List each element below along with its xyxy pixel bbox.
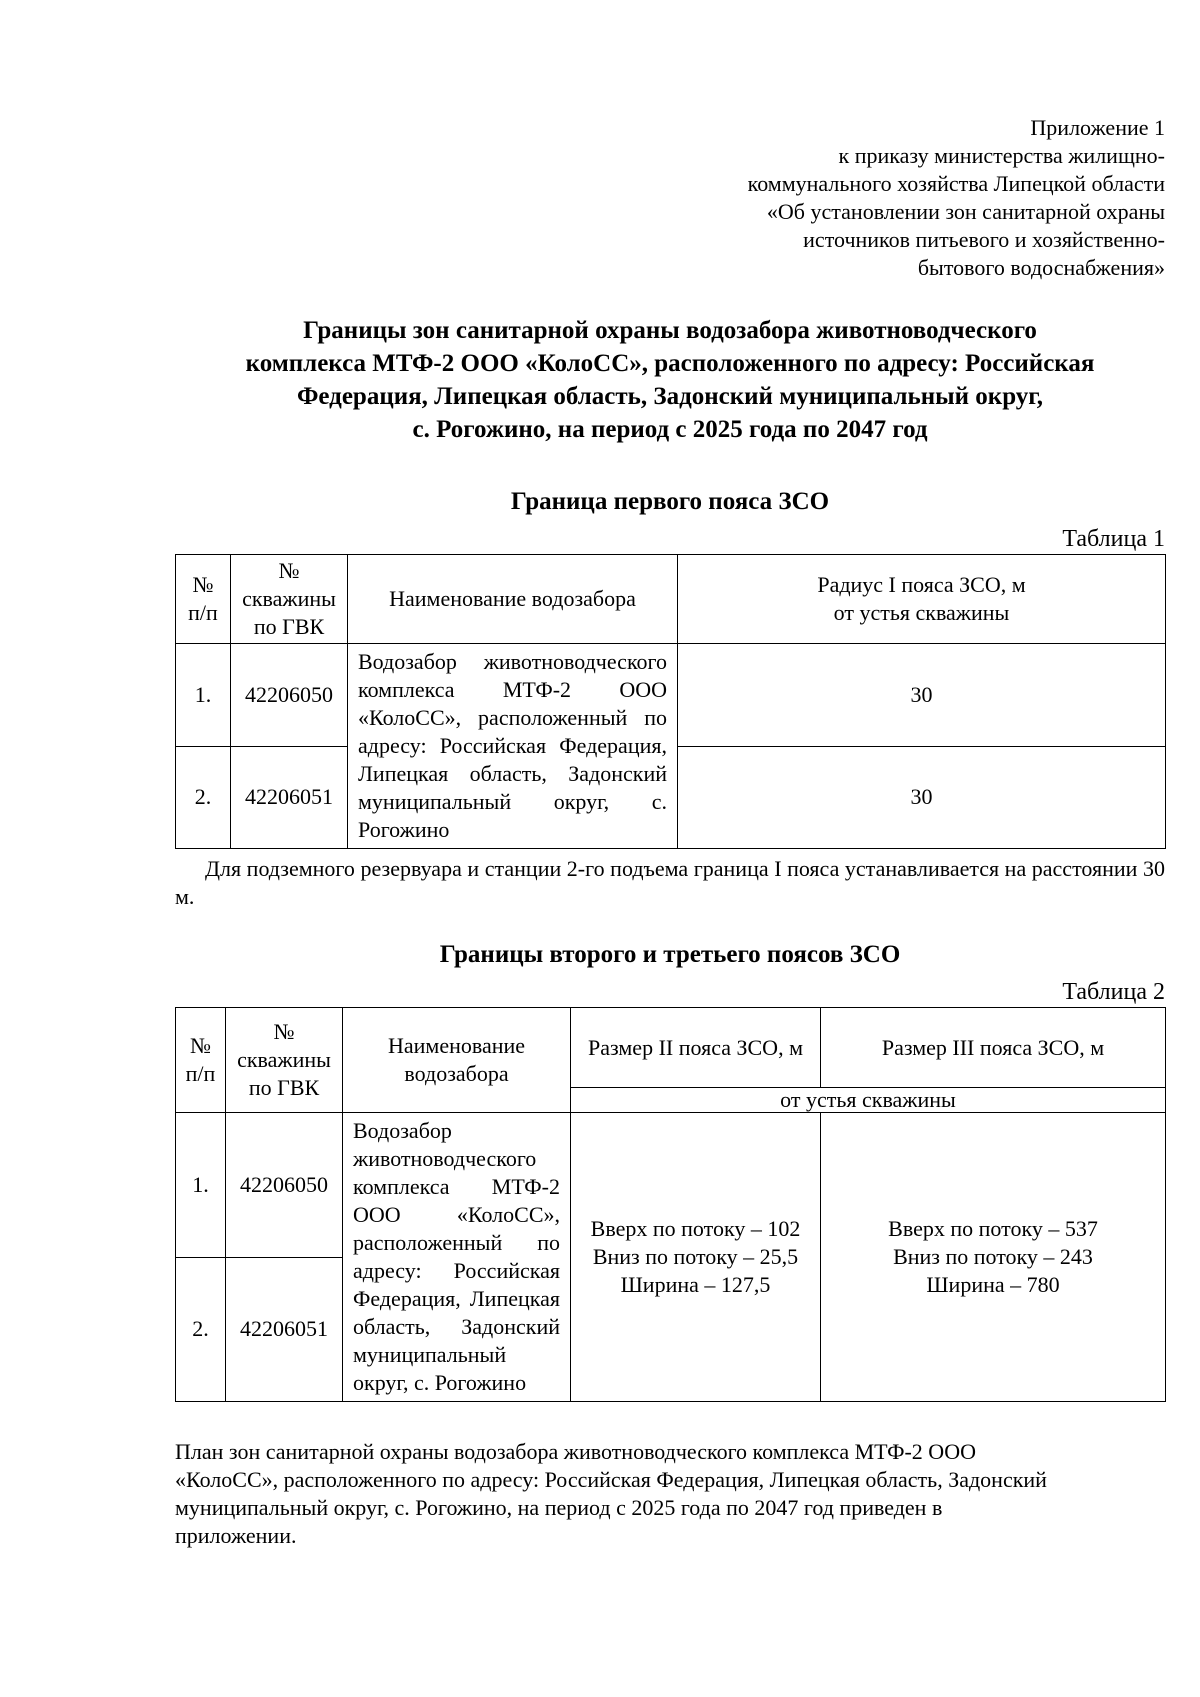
intake-name: Водозабор животноводческого комплекса МТФ-2 ООО «КолоСС», расположенный по адресу: Российская Федерация, Липецкая область, Задонский муниципальный округ, с. Рогожино <box>343 1113 571 1402</box>
table1-note: Для подземного резервуара и станции 2-го подъема граница I пояса устанавливается на расстоянии 30 м. <box>175 856 1165 909</box>
table1-header-row <box>176 555 1166 644</box>
title-line: комплекса МТФ-2 ООО «КолоСС», расположенного по адресу: Российская <box>245 350 1095 377</box>
row-well: 42206050 <box>231 644 348 747</box>
intake-name: Водозабор животноводческого комплекса МТФ-2 ООО «КолоСС», расположенный по адресу: Российская Федерация, Липецкая область, Задонский муниципальный округ, с. Рогожино <box>348 644 678 849</box>
plan-paragraph <box>175 1438 1165 1550</box>
row-well: 42206051 <box>231 746 348 849</box>
row-well: 42206051 <box>226 1257 343 1402</box>
document-title <box>175 314 1165 446</box>
table2-header-zone2: Размер II пояса ЗСО, м <box>571 1008 821 1088</box>
table1-header-num: № п/п <box>176 555 231 644</box>
row-well: 42206050 <box>226 1113 343 1258</box>
table2-header-name: Наименование водозабора <box>343 1008 571 1113</box>
table2 <box>175 1007 1166 1402</box>
table2-header-row <box>176 1008 1166 1088</box>
table2-header-zone3: Размер III пояса ЗСО, м <box>821 1008 1166 1088</box>
title-line: Федерация, Липецкая область, Задонский муниципальный округ, <box>296 383 1044 410</box>
table-row <box>176 644 1166 747</box>
zone2-sizes: Вверх по потоку – 102 Вниз по потоку – 25,5 Ширина – 127,5 <box>571 1113 821 1402</box>
table2-caption: Таблица 2 <box>1062 979 1165 1005</box>
table-row <box>176 1113 1166 1258</box>
table1-header-name: Наименование водозабора <box>348 555 678 644</box>
table1-header-well: № скважины по ГВК <box>231 555 348 644</box>
row-num: 1. <box>176 644 231 747</box>
table2-header-num: № п/п <box>176 1008 226 1113</box>
zone3-sizes: Вверх по потоку – 537 Вниз по потоку – 243 Ширина – 780 <box>821 1113 1166 1402</box>
row-num: 2. <box>176 1257 226 1402</box>
row-num: 2. <box>176 746 231 849</box>
annex-line: бытового водоснабжения» <box>917 255 1165 280</box>
annex-reference <box>175 114 1165 282</box>
title-line: Границы зон санитарной охраны водозабора животноводческого <box>303 317 1037 344</box>
title-line: с. Рогожино, на период с 2025 года по 2047 год <box>412 416 928 443</box>
table2-header-well: № скважины по ГВК <box>226 1008 343 1113</box>
annex-line: источников питьевого и хозяйственно- <box>803 227 1165 252</box>
table1-header-radius: Радиус I пояса ЗСО, м от устья скважины <box>678 555 1166 644</box>
table1-section-title: Граница первого пояса ЗСО <box>510 488 830 515</box>
plan-line: План зон санитарной охраны водозабора животноводческого комплекса МТФ-2 ООО <box>175 1439 976 1464</box>
table1 <box>175 554 1166 849</box>
table2-section-title: Границы второго и третьего поясов ЗСО <box>439 941 901 968</box>
plan-line: приложении. <box>175 1523 297 1548</box>
plan-line: муниципальный округ, с. Рогожино, на период с 2025 года по 2047 год приведен в <box>175 1495 943 1520</box>
row-radius: 30 <box>678 644 1166 747</box>
annex-line: Приложение 1 <box>1030 115 1165 140</box>
annex-line: коммунального хозяйства Липецкой области <box>747 171 1165 196</box>
plan-line: «КолоСС», расположенного по адресу: Российская Федерация, Липецкая область, Задонский <box>175 1467 1047 1492</box>
document-page <box>175 114 1165 1550</box>
row-radius: 30 <box>678 746 1166 849</box>
table1-caption: Таблица 1 <box>1062 526 1165 552</box>
row-num: 1. <box>176 1113 226 1258</box>
table2-subheader: от устья скважины <box>571 1088 1166 1113</box>
annex-line: «Об установлении зон санитарной охраны <box>766 199 1165 224</box>
annex-line: к приказу министерства жилищно- <box>838 143 1165 168</box>
